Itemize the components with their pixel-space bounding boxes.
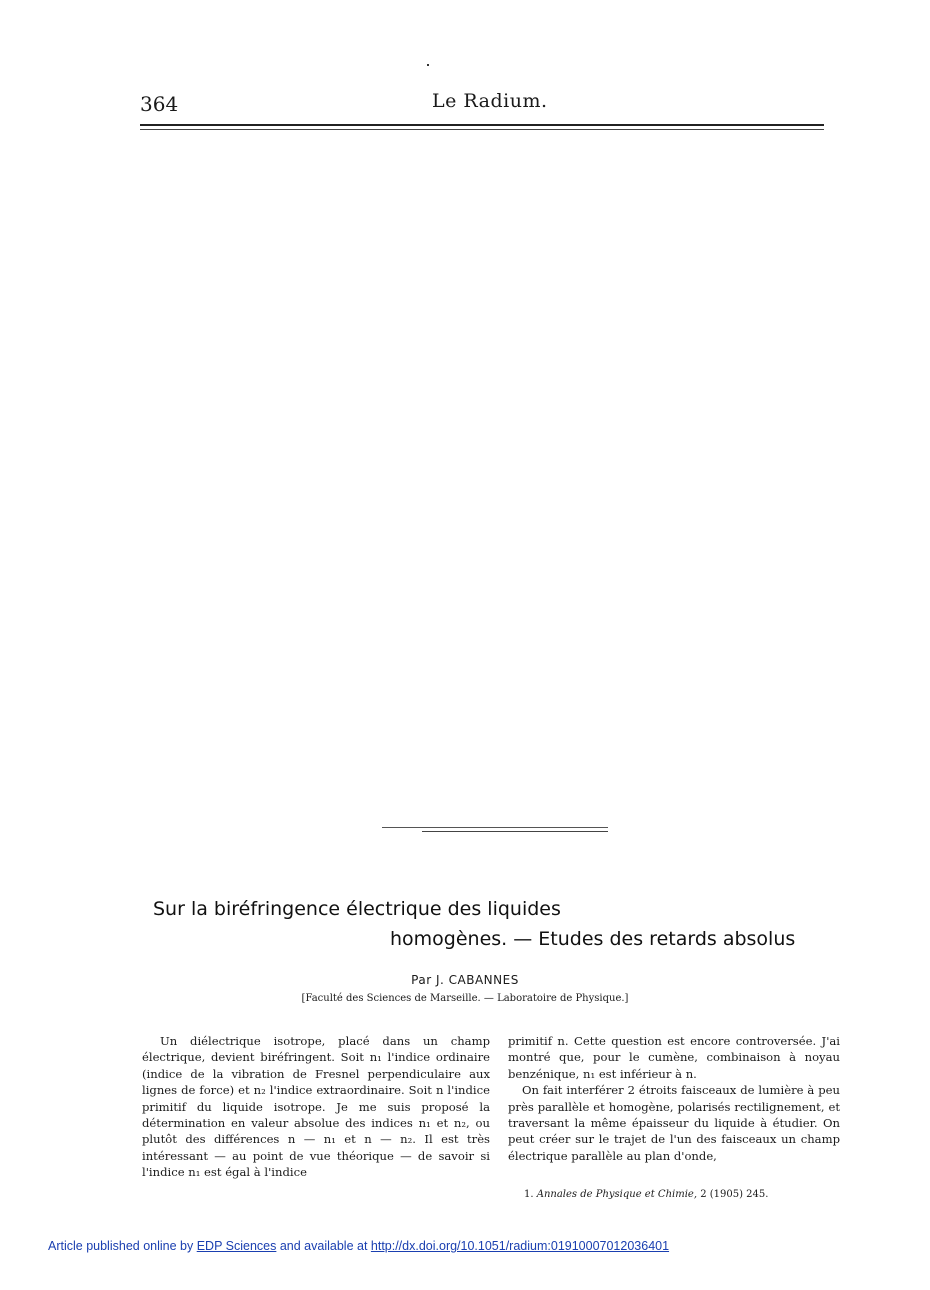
running-title: Le Radium. bbox=[432, 90, 548, 112]
footnote-journal: Annales de Physique et Chimie, bbox=[536, 1189, 697, 1200]
page-number: 364 bbox=[140, 92, 179, 116]
article-title-line1: Sur la biréfringence électrique des liquides bbox=[153, 898, 561, 920]
header-rule-thin bbox=[140, 129, 824, 130]
paragraph: Un diélectrique isotrope, placé dans un champ électrique, devient biréfringent. Soit n₁ l'indice ordinaire (indice de la vibration de Fresnel perpendiculaire aux lignes de force) et n₂ l'indice extraordinaire. Soit n l'indice primitif du liquide isotrope. Je me suis proposé la détermination en valeur absolue des indices n₁ et n₂, ou plutôt des différences n — n₁ et n — n₂. Il est très intéressant — au point de vue théorique — de savoir si l'indice n₁ est égal à l'indice bbox=[142, 1034, 490, 1180]
paragraph: On fait interférer 2 étroits faisceaux de lumière à peu près parallèle et homogène, polarisés rectilignement, et traversant la même épaisseur du liquide à étudier. On peut créer sur le trajet de l'un des faisceaux un champ électrique parallèle au plan d'onde, bbox=[508, 1083, 840, 1163]
affiliation: [Faculté des Sciences de Marseille. — Laboratoire de Physique.] bbox=[301, 993, 629, 1004]
footnote-number: 1. bbox=[524, 1189, 534, 1200]
footer-middle: and available at bbox=[276, 1239, 371, 1253]
publication-footer bbox=[48, 1239, 669, 1253]
stray-dot bbox=[427, 64, 429, 66]
article-title-line2: homogènes. — Etudes des retards absolus bbox=[390, 928, 796, 950]
doi-link[interactable]: http://dx.doi.org/10.1051/radium:01910007012036401 bbox=[370, 1239, 670, 1253]
paragraph: primitif n. Cette question est encore controversée. J'ai montré que, pour le cumène, combinaison à noyau benzénique, n₁ est inférieur à n. bbox=[508, 1034, 840, 1081]
footer-prefix: Article published online by bbox=[48, 1239, 197, 1253]
author: Par J. CABANNES bbox=[411, 973, 519, 987]
right-column bbox=[508, 1033, 840, 1164]
left-column bbox=[142, 1033, 490, 1181]
header-rule bbox=[140, 124, 824, 126]
publisher-link[interactable]: EDP Sciences bbox=[196, 1239, 277, 1253]
section-separator bbox=[382, 826, 608, 836]
footnote bbox=[524, 1189, 768, 1200]
footnote-ref: 2 (1905) 245. bbox=[700, 1189, 769, 1200]
